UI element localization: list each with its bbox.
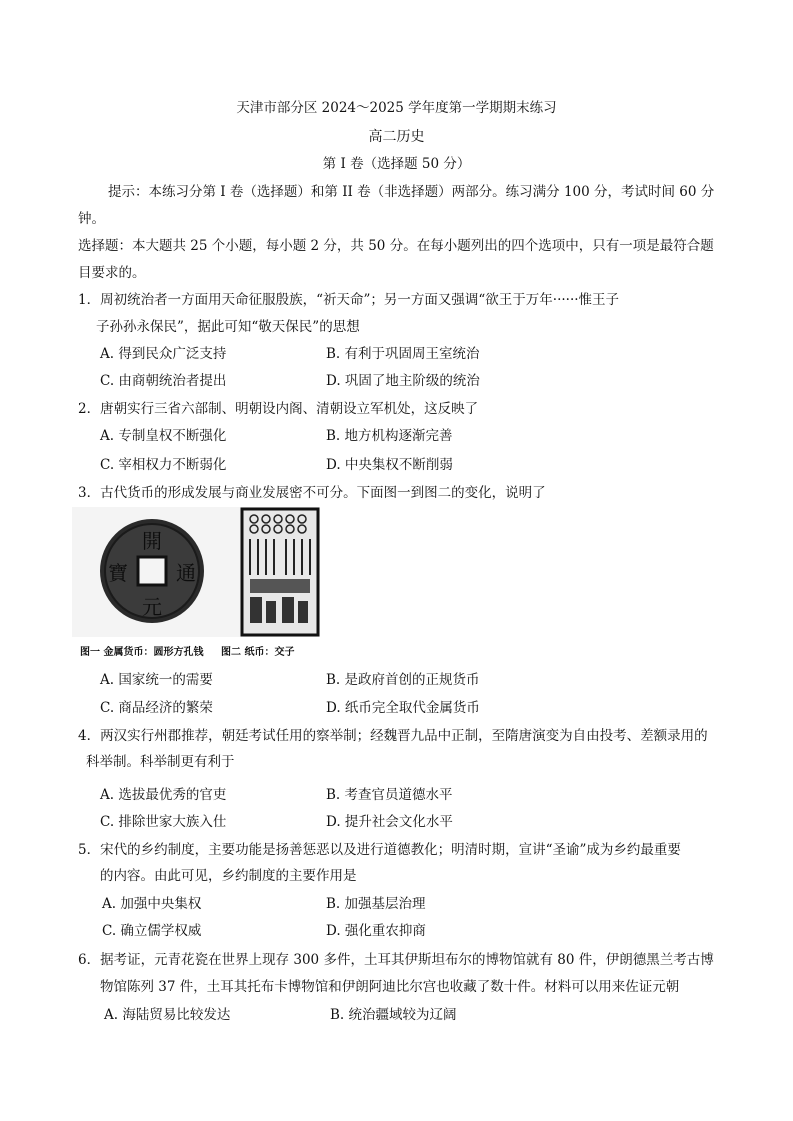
question-2-option-d[interactable]: D. 中央集权不断削弱: [326, 457, 453, 473]
question-4-option-a[interactable]: A. 选拔最优秀的官吏: [100, 787, 227, 803]
question-2-option-a[interactable]: A. 专制皇权不断强化: [100, 428, 227, 444]
coin-char-bottom: 元: [142, 595, 162, 619]
coin-char-top: 開: [142, 529, 162, 553]
figure-2-banknote-image: [240, 507, 320, 637]
question-1-option-b[interactable]: B. 有利于巩固周王室统治: [326, 346, 480, 362]
question-5-option-d[interactable]: D. 强化重农抑商: [326, 923, 426, 939]
question-4-stem-line-2: 科举制。科举制更有利于: [86, 754, 235, 770]
question-1-option-d[interactable]: D. 巩固了地主阶级的统治: [326, 373, 480, 389]
question-4-option-b[interactable]: B. 考查官员道德水平: [326, 787, 453, 803]
question-2-stem: 2．唐朝实行三省六部制、明朝设内阁、清朝设立军机处，这反映了: [78, 401, 479, 417]
question-3-option-c[interactable]: C. 商品经济的繁荣: [100, 700, 213, 716]
exam-subject: 高二历史: [368, 129, 425, 145]
figure-2-caption: 图二 纸币：交子: [221, 647, 295, 658]
tip-line-1: 提示：本练习分第 I 卷（选择题）和第 II 卷（非选择题）两部分。练习满分 100 分，考试时间 60 分: [108, 184, 715, 200]
question-3-option-b[interactable]: B. 是政府首创的正规货币: [326, 672, 480, 688]
question-5-option-a[interactable]: A. 加强中央集权: [102, 896, 202, 912]
instructions-line-1: 选择题：本大题共 25 个小题，每小题 2 分，共 50 分。在每小题列出的四个选项中，只有一项是最符合题: [78, 238, 714, 254]
question-5-stem-line-1: 5．宋代的乡约制度，主要功能是扬善惩恶以及进行道德教化；明清时期，宣讲“圣谕”成为乡约最重要: [78, 842, 681, 858]
question-3-option-d[interactable]: D. 纸币完全取代金属货币: [326, 700, 480, 716]
question-5-stem-line-2: 的内容。由此可见，乡约制度的主要作用是: [100, 868, 357, 884]
question-6-option-b[interactable]: B. 统治疆域较为辽阔: [330, 1007, 457, 1023]
exam-title: 天津市部分区 2024～2025 学年度第一学期期末练习: [236, 100, 557, 116]
question-6-stem-line-1: 6．据考证，元青花瓷在世界上现存 300 多件，土耳其伊斯坦布尔的博物馆就有 80 件，伊朗德黑兰考古博: [78, 952, 714, 968]
question-4-stem-line-1: 4．两汉实行州郡推荐，朝廷考试任用的察举制；经魏晋九品中正制，至隋唐演变为自由投考、差额录用的: [78, 728, 708, 744]
instructions-line-2: 目要求的。: [78, 265, 146, 281]
question-3-stem: 3．古代货币的形成发展与商业发展密不可分。下面图一到图二的变化，说明了: [78, 485, 546, 501]
question-1-option-a[interactable]: A. 得到民众广泛支持: [100, 346, 227, 362]
question-2-option-b[interactable]: B. 地方机构逐渐完善: [326, 428, 453, 444]
question-5-option-b[interactable]: B. 加强基层治理: [326, 896, 426, 912]
volume-heading: 第 I 卷（选择题 50 分）: [322, 156, 471, 172]
question-6-stem-line-2: 物馆陈列 37 件，土耳其托布卡博物馆和伊朗阿迪比尔宫也收藏了数十件。材料可以用来佐证元朝: [100, 979, 680, 995]
question-5-option-c[interactable]: C. 确立儒学权威: [102, 923, 202, 939]
question-1-option-c[interactable]: C. 由商朝统治者提出: [100, 373, 227, 389]
question-2-option-c[interactable]: C. 宰相权力不断弱化: [100, 457, 227, 473]
question-1-stem-line-1: 1．周初统治者一方面用天命征服殷族，“祈天命”；另一方面又强调“欲王于万年······惟王子: [78, 292, 620, 308]
question-4-option-c[interactable]: C. 排除世家大族入仕: [100, 814, 227, 830]
question-4-option-d[interactable]: D. 提升社会文化水平: [326, 814, 453, 830]
coin-char-right: 通: [176, 561, 196, 585]
figure-1-caption: 图一 金属货币：圆形方孔钱: [80, 647, 204, 658]
tip-line-2: 钟。: [78, 211, 105, 227]
question-3-option-a[interactable]: A. 国家统一的需要: [100, 672, 213, 688]
question-6-option-a[interactable]: A. 海陆贸易比较发达: [104, 1007, 231, 1023]
question-1-stem-line-2: 子孙孙永保民”，据此可知“敬天保民”的思想: [96, 319, 360, 335]
coin-char-left: 寶: [108, 561, 128, 585]
figure-1-coin-image: [72, 507, 242, 637]
